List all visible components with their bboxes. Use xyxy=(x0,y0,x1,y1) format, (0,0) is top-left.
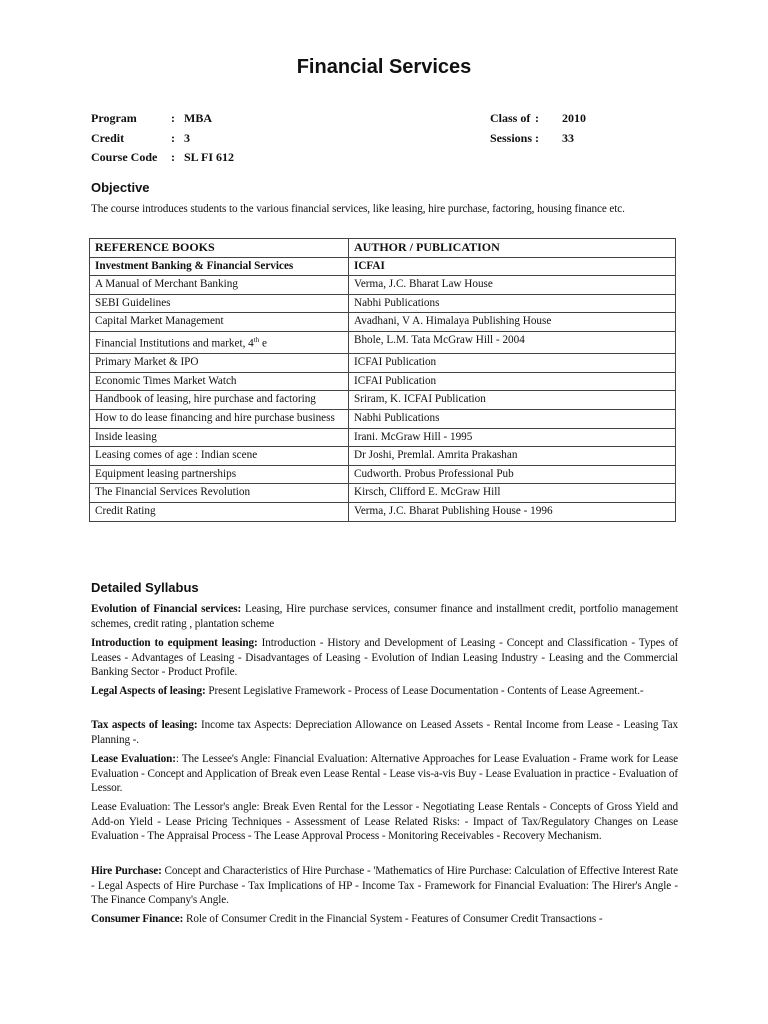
book-title: How to do lease financing and hire purchase business xyxy=(90,410,349,429)
book-author: Bhole, L.M. Tata McGraw Hill - 2004 xyxy=(349,331,676,353)
syllabus-label: Tax aspects of leasing: xyxy=(91,719,198,731)
meta-class-of xyxy=(490,111,586,131)
table-row xyxy=(90,276,676,295)
table-row xyxy=(90,410,676,429)
syllabus-label: Introduction to equipment leasing: xyxy=(91,637,258,649)
table-row xyxy=(90,354,676,373)
table-row xyxy=(90,465,676,484)
book-title: Inside leasing xyxy=(90,428,349,447)
column-header-author: AUTHOR / PUBLICATION xyxy=(349,239,676,258)
table-row xyxy=(90,391,676,410)
syllabus-text: Concept and Characteristics of Hire Purchase - 'Mathematics of Hire Purchase: Calculation of Effective Interest Rate - Legal Aspects of Hire Purchase - Tax Implications of HP - Income Tax - Framework for Financial Evaluation: The Hirer's Angle - The Finance Company's Angle. xyxy=(91,865,678,907)
meta-colon: : xyxy=(535,111,539,125)
meta-key: Credit xyxy=(91,130,125,145)
book-title: Leasing comes of age : Indian scene xyxy=(90,447,349,466)
book-author: Irani. McGraw Hill - 1995 xyxy=(349,428,676,447)
syllabus-paragraph xyxy=(91,602,678,631)
book-author: Nabhi Publications xyxy=(349,410,676,429)
edition-suffix: e xyxy=(259,337,267,350)
book-title: Credit Rating xyxy=(90,503,349,522)
syllabus-text: Income tax Aspects: Depreciation Allowance on Leased Assets - Rental Income from Lease - Leasing Tax Planning -. xyxy=(91,719,678,746)
meta-key: Program xyxy=(91,111,137,125)
meta-colon: : xyxy=(535,130,539,145)
meta-value: SL FI 612 xyxy=(184,150,235,164)
book-author: ICFAI xyxy=(349,257,676,276)
page-title: Financial Services xyxy=(296,56,472,78)
column-header-books: REFERENCE BOOKS xyxy=(90,239,349,258)
table-row xyxy=(90,257,676,276)
meta-value: 2010 xyxy=(562,111,586,125)
reference-books-table xyxy=(89,238,676,522)
syllabus-paragraph xyxy=(91,800,678,844)
meta-colon: : xyxy=(171,111,175,125)
syllabus-text: Introduction - History and Development of Leasing - Concept and Classification - Types of Leases - Advantages of Leasing - Disadvantages of Leasing - Evolution of Indian Leasing Industry - Leasing and the Commercial Banking Sector - Product Profile. xyxy=(91,637,679,679)
book-title: Equipment leasing partnerships xyxy=(90,465,349,484)
syllabus-text: Lease Evaluation: The Lessor's angle: Break Even Rental for the Lessor - Negotiating Lease Rentals - Concepts of Gross Yield and Add-on Yield - Lease Pricing Techniques - Assessment of Lease Related Risks: - Impact of Tax/Regulatory Changes on Lease Evaluation - The Appraisal Process - The Lease Approval Process - Monitoring Receivables - Recovery Mechanism. xyxy=(91,801,678,843)
table-row xyxy=(90,484,676,503)
book-author: Sriram, K. ICFAI Publication xyxy=(349,391,676,410)
book-title: Primary Market & IPO xyxy=(90,354,349,373)
syllabus-label: Consumer Finance: xyxy=(91,913,184,925)
syllabus-text: : The Lessee's Angle: Financial Evaluation: Alternative Approaches for Lease Evaluation - Frame work for Lease Evaluation - Concept and Application of Break even Lease Rental - Lease vis-a-vis Buy - Lease Evaluation in practice - Evaluation of Lessor. xyxy=(91,753,678,795)
book-author: Dr Joshi, Premlal. Amrita Prakashan xyxy=(349,447,676,466)
book-title: A Manual of Merchant Banking xyxy=(90,276,349,295)
course-meta-left xyxy=(91,111,234,170)
table-row xyxy=(90,503,676,522)
syllabus-paragraph xyxy=(91,752,678,796)
meta-colon: : xyxy=(171,130,175,145)
syllabus-label: Evolution of Financial services: xyxy=(91,603,242,615)
meta-credit xyxy=(91,131,234,151)
book-author: Nabhi Publications xyxy=(349,294,676,313)
syllabus-paragraph xyxy=(91,718,678,747)
meta-sessions xyxy=(490,131,586,151)
table-row xyxy=(90,331,676,353)
syllabus-label: Legal Aspects of leasing: xyxy=(91,685,206,697)
book-author: ICFAI Publication xyxy=(349,354,676,373)
book-author: Avadhani, V A. Himalaya Publishing House xyxy=(349,313,676,332)
syllabus-text: Leasing, Hire purchase services, consumer finance and installment credit, portfolio management schemes, credit rating , plantation scheme xyxy=(91,603,678,630)
syllabus-paragraph xyxy=(91,636,678,680)
book-author: Verma, J.C. Bharat Publishing House - 1996 xyxy=(349,503,676,522)
book-author: Verma, J.C. Bharat Law House xyxy=(349,276,676,295)
objective-heading: Objective xyxy=(91,180,150,195)
meta-key: Sessions xyxy=(490,130,533,145)
meta-colon: : xyxy=(171,150,175,164)
book-title: Financial Institutions and market, 4 xyxy=(95,337,254,350)
book-title: The Financial Services Revolution xyxy=(90,484,349,503)
book-title: Capital Market Management xyxy=(90,313,349,332)
syllabus-paragraph xyxy=(91,912,678,927)
meta-key: Course Code xyxy=(91,150,158,164)
book-author: Cudworth. Probus Professional Pub xyxy=(349,465,676,484)
book-title: Economic Times Market Watch xyxy=(90,372,349,391)
meta-value: 3 xyxy=(184,130,190,145)
syllabus-heading: Detailed Syllabus xyxy=(91,580,199,595)
syllabus-text: Present Legislative Framework - Process of Lease Documentation - Contents of Lease Agreement.- xyxy=(205,685,644,697)
syllabus-text: Role of Consumer Credit in the Financial System - Features of Consumer Credit Transactions - xyxy=(183,913,603,925)
meta-program xyxy=(91,111,234,131)
table-row xyxy=(90,313,676,332)
book-title: Investment Banking & Financial Services xyxy=(90,257,349,276)
meta-value: MBA xyxy=(184,111,212,125)
meta-key: Class of xyxy=(490,111,531,125)
book-title-cell xyxy=(90,331,349,353)
syllabus-label: Hire Purchase: xyxy=(91,865,162,877)
course-meta-right xyxy=(490,111,586,150)
table-header-row xyxy=(90,239,676,258)
syllabus-paragraph xyxy=(91,684,678,699)
book-author: Kirsch, Clifford E. McGraw Hill xyxy=(349,484,676,503)
edition-superscript: th xyxy=(253,335,260,344)
book-author: ICFAI Publication xyxy=(349,372,676,391)
meta-value: 33 xyxy=(562,130,574,145)
book-title: Handbook of leasing, hire purchase and factoring xyxy=(90,391,349,410)
table-row xyxy=(90,294,676,313)
objective-text: The course introduces students to the various financial services, like leasing, hire purchase, factoring, housing finance etc. xyxy=(91,203,625,215)
table-row xyxy=(90,372,676,391)
meta-course-code xyxy=(91,150,234,170)
book-title: SEBI Guidelines xyxy=(90,294,349,313)
syllabus-paragraph xyxy=(91,864,678,908)
syllabus-label: Lease Evaluation: xyxy=(91,753,176,765)
table-row xyxy=(90,428,676,447)
table-row xyxy=(90,447,676,466)
